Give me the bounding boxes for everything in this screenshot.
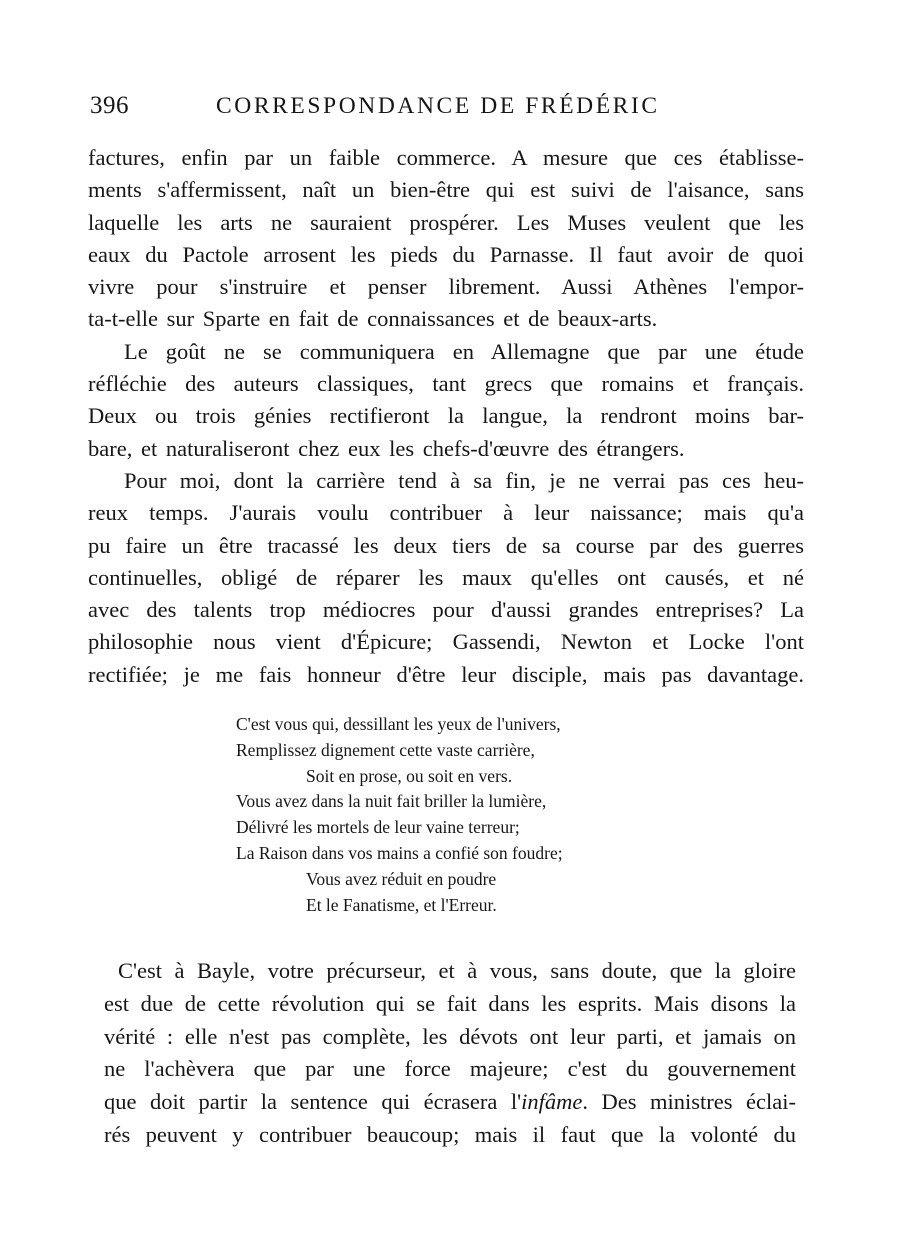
text-line: ta-t-elle sur Sparte en fait de connaissances et de beaux-arts. bbox=[88, 306, 658, 332]
text-line: est due de cette révolution qui se fait dans les esprits. Mais disons la bbox=[104, 990, 796, 1016]
text-segment: que doit partir la sentence qui écrasera l' bbox=[104, 1089, 522, 1115]
text-line: rectifiée; je me fais honneur d'être leur disciple, mais pas davantage. bbox=[88, 661, 804, 687]
text-line: bare, et naturaliseront chez eux les chefs-d'œuvre des étrangers. bbox=[88, 435, 685, 461]
text-line: eaux du Pactole arrosent les pieds du Parnasse. Il faut avoir de quoi bbox=[88, 241, 804, 267]
text-line: réfléchie des auteurs classiques, tant grecs que romains et français. bbox=[88, 371, 804, 397]
verse-block bbox=[236, 712, 676, 918]
text-line: Pour moi, dont la carrière tend à sa fin, je ne verrai pas ces heu- bbox=[124, 467, 804, 493]
text-line: continuelles, obligé de réparer les maux qu'elles ont causés, et né bbox=[88, 564, 804, 590]
verse-line: Délivré les mortels de leur vaine terreur; bbox=[236, 817, 520, 838]
text-line: factures, enfin par un faible commerce. A mesure que ces établisse- bbox=[88, 145, 804, 170]
text-line: pu faire un être tracassé les deux tiers de sa course par des guerres bbox=[88, 532, 804, 558]
verse-line: Remplissez dignement cette vaste carrière, bbox=[236, 739, 535, 760]
text-line: rés peuvent y contribuer beaucoup; mais il faut que la volonté du bbox=[104, 1121, 796, 1147]
text-line: C'est à Bayle, votre précurseur, et à vous, sans doute, que la gloire bbox=[118, 958, 796, 983]
verse-line: Et le Fanatisme, et l'Erreur. bbox=[306, 894, 497, 915]
text-line: ments s'affermissent, naît un bien-être qui est suivi de l'aisance, sans bbox=[88, 177, 804, 203]
running-head: CORRESPONDANCE DE FRÉDÉRIC bbox=[216, 93, 660, 119]
text-segment: . Des ministres éclai- bbox=[582, 1089, 796, 1115]
page-header bbox=[88, 92, 800, 128]
text-line: vivre pour s'instruire et penser librement. Aussi Athènes l'empor- bbox=[88, 274, 804, 300]
verse-line: Vous avez réduit en poudre bbox=[306, 868, 497, 889]
verse-line: Soit en prose, ou soit en vers. bbox=[306, 765, 513, 786]
text-line: Deux ou trois génies rectifieront la langue, la rendront moins bar- bbox=[88, 403, 804, 429]
text-line-with-italic bbox=[104, 1086, 796, 1119]
text-line: philosophie nous vient d'Épicure; Gassendi, Newton et Locke l'ont bbox=[88, 629, 804, 655]
text-line: reux temps. J'aurais voulu contribuer à leur naissance; mais qu'a bbox=[88, 500, 804, 526]
text-line: Le goût ne se communiquera en Allemagne que par une étude bbox=[124, 338, 804, 364]
text-line: vérité : elle n'est pas complète, les dévots ont leur parti, et jamais on bbox=[104, 1023, 796, 1049]
italic-word: infâme bbox=[521, 1089, 583, 1115]
closing-text-block bbox=[104, 955, 796, 1152]
verse-line: C'est vous qui, dessillant les yeux de l'univers, bbox=[236, 714, 561, 734]
text-line: avec des talents trop médiocres pour d'aussi grandes entreprises? La bbox=[88, 597, 804, 623]
text-line: laquelle les arts ne sauraient prospérer. Les Muses veulent que les bbox=[88, 209, 804, 235]
page-number: 396 bbox=[90, 92, 129, 119]
text-line: ne l'achèvera que par une force majeure; c'est du gouvernement bbox=[104, 1056, 796, 1082]
main-text-block bbox=[88, 142, 804, 691]
verse-line: Vous avez dans la nuit fait briller la lumière, bbox=[236, 791, 547, 812]
verse-line: La Raison dans vos mains a confié son foudre; bbox=[236, 842, 563, 863]
